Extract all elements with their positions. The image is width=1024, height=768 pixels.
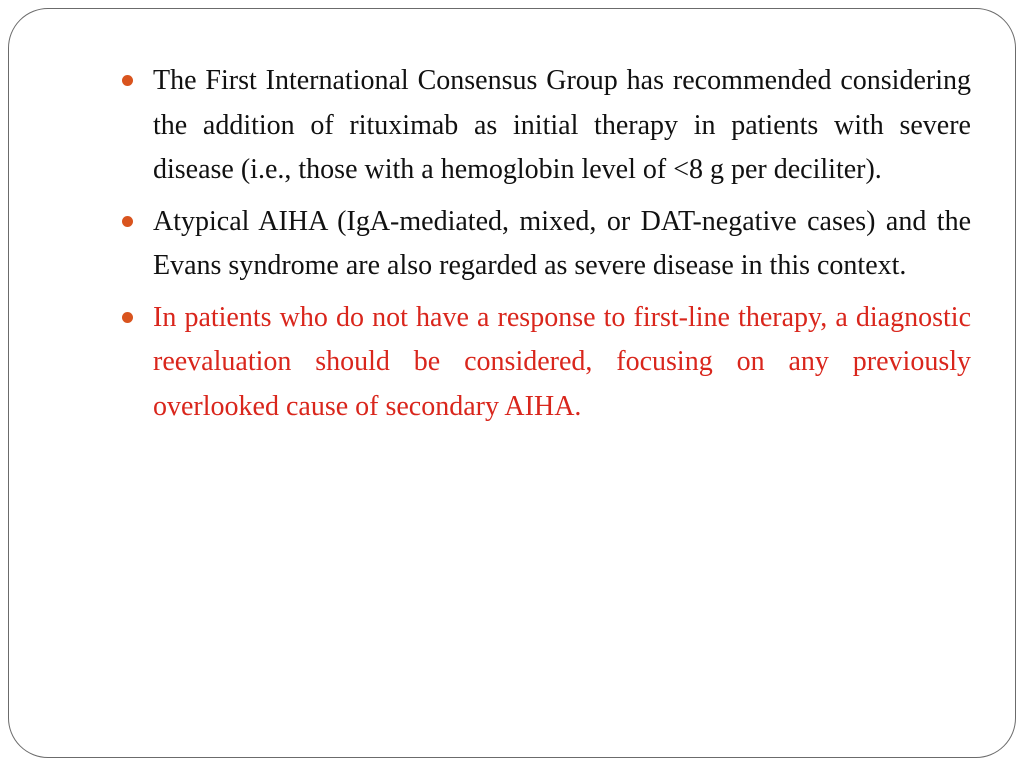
- bullet-item-atypical-aiha: [119, 200, 971, 289]
- bullet-item-diagnostic-reevaluation: [119, 296, 971, 430]
- bullet-text: The First International Consensus Group has recommended considering the addition of rituximab as initial therapy in patients with severe disease (i.e., those with a hemoglobin level of <8 g per deciliter).: [153, 65, 971, 185]
- bullet-dot-icon: [122, 312, 133, 323]
- bullet-text: Atypical AIHA (IgA-mediated, mixed, or DAT-negative cases) and the Evans syndrome are also regarded as severe disease in this context.: [153, 205, 971, 281]
- bullet-text: In patients who do not have a response to first-line therapy, a diagnostic reevaluation should be considered, focusing on any previously overlooked cause of secondary AIHA.: [153, 301, 971, 422]
- bullet-dot-icon: [122, 75, 133, 86]
- bullet-item-rituximab-recommendation: [119, 59, 971, 193]
- bullet-dot-icon: [122, 216, 133, 227]
- bullet-list: [119, 59, 971, 436]
- slide-frame: [8, 8, 1016, 758]
